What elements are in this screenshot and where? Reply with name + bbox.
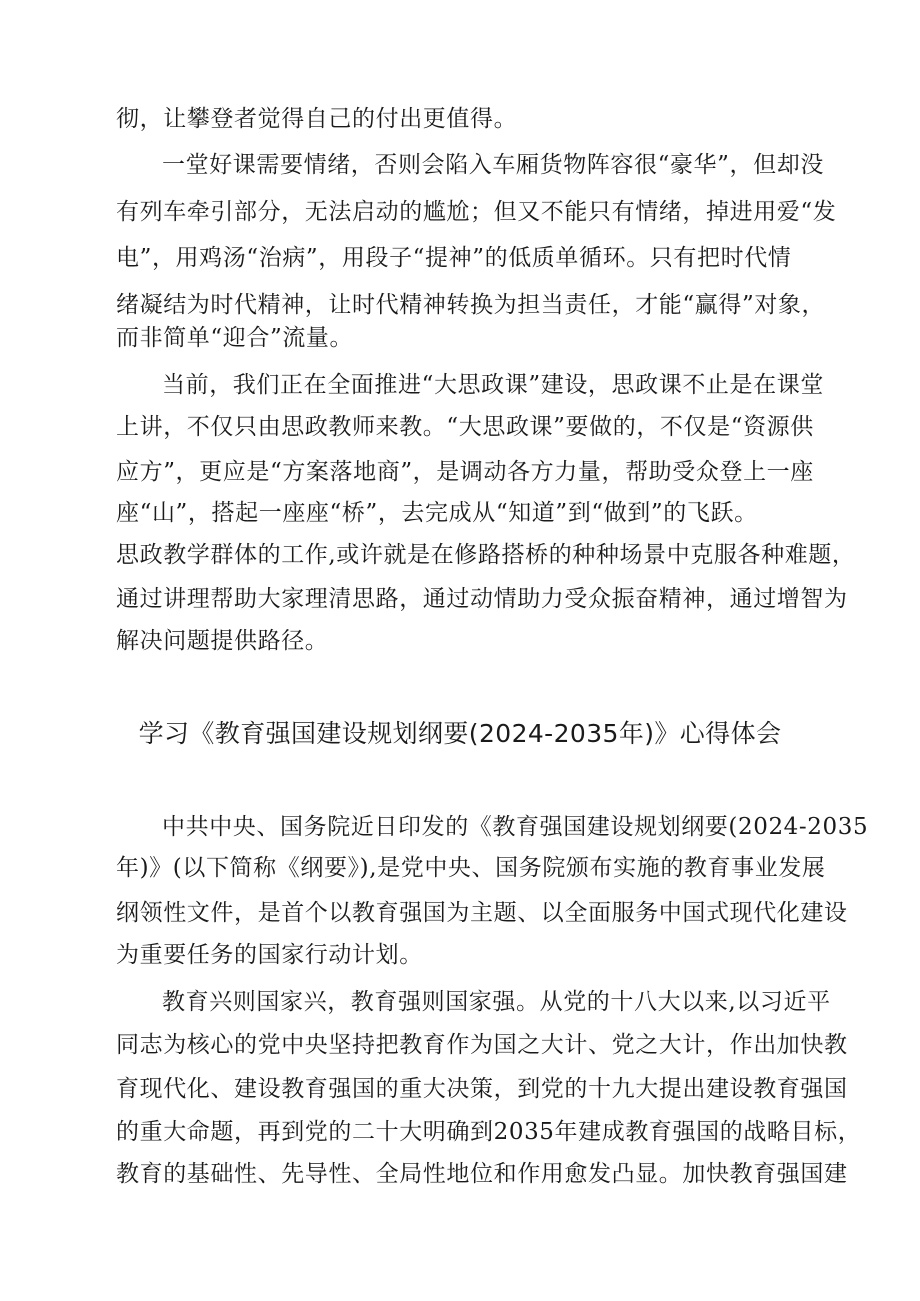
paragraph-line: 教育兴则国家兴，教育强则国家强。从党的十八大以来,以习近平: [162, 989, 831, 1015]
paragraph-line: 思政教学群体的工作,或许就是在修路搭桥的种种场景中克服各种难题，: [116, 542, 856, 568]
paragraph-line: 绪凝结为时代精神，让时代精神转换为担当责任，才能“赢得”对象，: [116, 292, 826, 318]
paragraph-line: 同志为核心的党中央坚持把教育作为国之大计、党之大计，作出加快教: [116, 1032, 848, 1058]
paragraph-line: 应方”，更应是“方案落地商”，是调动各方力量，帮助受众登上一座: [116, 459, 814, 485]
paragraph-line: 教育的基础性、先导性、全局性地位和作用愈发凸显。加快教育强国建: [116, 1161, 848, 1187]
paragraph-line: 彻，让攀登者觉得自己的付出更值得。: [116, 106, 518, 132]
paragraph-line: 而非简单“迎合”流量。: [116, 325, 354, 351]
paragraph-line: 的重大命题，再到党的二十大明确到2035年建成教育强国的战略目标，: [116, 1119, 862, 1145]
paragraph-line: 年)》(以下简称《纲要》),是党中央、国务院颁布实施的教育事业发展: [116, 855, 826, 881]
paragraph-line: 通过讲理帮助大家理清思路，通过动情助力受众振奋精神，通过增智为: [116, 586, 848, 612]
paragraph-line: 解决问题提供路径。: [116, 628, 329, 654]
paragraph-line: 纲领性文件，是首个以教育强国为主题、以全面服务中国式现代化建设: [116, 900, 848, 926]
paragraph-line: 电”，用鸡汤“治病”，用段子“提神”的低质单循环。只有把时代情: [116, 245, 792, 271]
paragraph-line: 有列车牵引部分，无法启动的尴尬；但又不能只有情绪，掉进用爱“发: [116, 199, 837, 225]
paragraph-line: 为重要任务的国家行动计划。: [116, 942, 423, 968]
paragraph-line: 中共中央、国务院近日印发的《教育强国建设规划纲要(2024-2035: [162, 814, 869, 840]
paragraph-line: 育现代化、建设教育强国的重大决策，到党的十九大提出建设教育强国: [116, 1076, 848, 1102]
paragraph-line: 当前，我们正在全面推进“大思政课”建设，思政课不止是在课堂: [162, 372, 824, 398]
paragraph-line: 一堂好课需要情绪，否则会陷入车厢货物阵容很“豪华”，但却没: [162, 152, 824, 178]
article-title: 学习《教育强国建设规划纲要(2024-2035年)》心得体会: [138, 719, 782, 748]
paragraph-line: 上讲，不仅只由思政教师来教。“大思政课”要做的，不仅是“资源供: [116, 414, 814, 440]
paragraph-line: 座“山”，搭起一座座“桥”，去完成从“知道”到“做到”的飞跃。: [116, 500, 758, 526]
